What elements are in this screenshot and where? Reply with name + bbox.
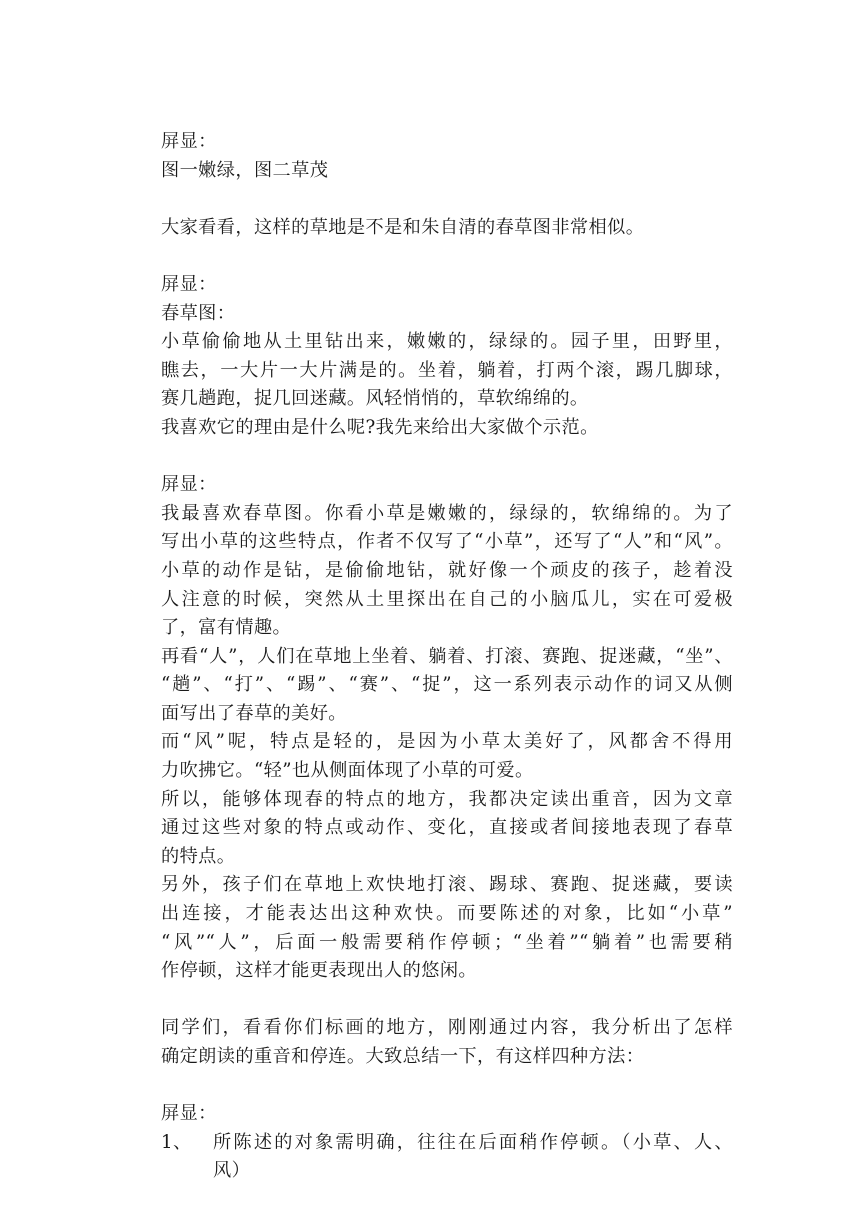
analysis-line: 而“风”呢，特点是轻的，是因为小草太美好了，风都舍不得用	[161, 731, 733, 753]
poem-line: 我喜欢它的理由是什么呢?我先来给出大家做个示范。	[161, 416, 599, 438]
analysis-line: 人注意的时候，突然从土里探出在自己的小脑瓜儿，实在可爱极	[161, 588, 733, 610]
analysis-line: 通过这些对象的特点或动作、变化，直接或者间接地表现了春草	[161, 817, 733, 839]
analysis-line: 我最喜欢春草图。你看小草是嫩嫩的，绿绿的，软绵绵的。为了	[161, 502, 733, 524]
analysis-line: “趟”、“打”、“踢”、“赛”、“捉”，这一系列表示动作的词又从侧	[161, 674, 733, 696]
paragraph-intro: 大家看看，这样的草地是不是和朱自清的春草图非常相似。	[161, 216, 645, 238]
analysis-line: 了，富有情趣。	[161, 617, 292, 639]
screen-display-heading: 屏显：	[161, 474, 217, 496]
screen-display-heading: 屏显：	[161, 1103, 217, 1125]
list-text-line: 风）	[213, 1160, 251, 1182]
analysis-line: 另外，孩子们在草地上欢快地打滚、踢球、赛跑、捉迷藏，要读	[161, 874, 733, 896]
document-page	[161, 128, 733, 1186]
blank-line	[161, 1072, 733, 1101]
summary-line: 同学们，看看你们标画的地方，刚刚通过内容，我分析出了怎样	[161, 1017, 733, 1039]
analysis-line: 作停顿，这样才能更表现出人的悠闲。	[161, 960, 477, 982]
image-caption-line: 图一嫩绿，图二草茂	[161, 159, 329, 181]
analysis-line: 所以，能够体现春的特点的地方，我都决定读出重音，因为文章	[161, 788, 733, 810]
blank-line	[161, 242, 733, 271]
screen-display-heading: 屏显：	[161, 273, 217, 295]
poem-title: 春草图：	[161, 302, 236, 324]
analysis-line: 力吹拂它。“轻”也从侧面体现了小草的可爱。	[161, 760, 534, 782]
analysis-line: 面写出了春草的美好。	[161, 702, 347, 724]
analysis-line: 的特点。	[161, 845, 236, 867]
screen-display-heading: 屏显：	[161, 131, 217, 152]
poem-line: 瞧去，一大片一大片满是的。坐着，躺着，打两个滚，踢几脚球，	[161, 359, 733, 381]
analysis-line: 再看“人”，人们在草地上坐着、躺着、打滚、赛跑、捉迷藏，“坐”、	[161, 645, 733, 667]
analysis-line: 小草的动作是钻，是偷偷地钻，就好像一个顽皮的孩子，趁着没	[161, 559, 733, 581]
poem-line: 小草偷偷地从土里钻出来，嫩嫩的，绿绿的。园子里，田野里，	[161, 331, 733, 353]
blank-line	[161, 185, 733, 214]
analysis-line: “风”“人”，后面一般需要稍作停顿；“坐着”“躺着”也需要稍	[161, 931, 733, 953]
method-list-item	[161, 1129, 733, 1186]
blank-line	[161, 443, 733, 472]
list-number: 1、	[161, 1131, 192, 1153]
list-text-line: 所陈述的对象需明确，往往在后面稍作停顿。（小草、人、	[213, 1131, 733, 1153]
analysis-line: 写出小草的这些特点，作者不仅写了“小草”，还写了“人”和“风”。	[161, 531, 733, 553]
summary-line: 确定朗读的重音和停连。大致总结一下，有这样四种方法：	[161, 1046, 645, 1067]
blank-line	[161, 986, 733, 1015]
analysis-line: 出连接，才能表达出这种欢快。而要陈述的对象，比如“小草”	[161, 903, 733, 925]
poem-line: 赛几趟跑，捉几回迷藏。风轻悄悄的，草软绵绵的。	[161, 388, 589, 410]
list-text	[213, 1129, 733, 1186]
